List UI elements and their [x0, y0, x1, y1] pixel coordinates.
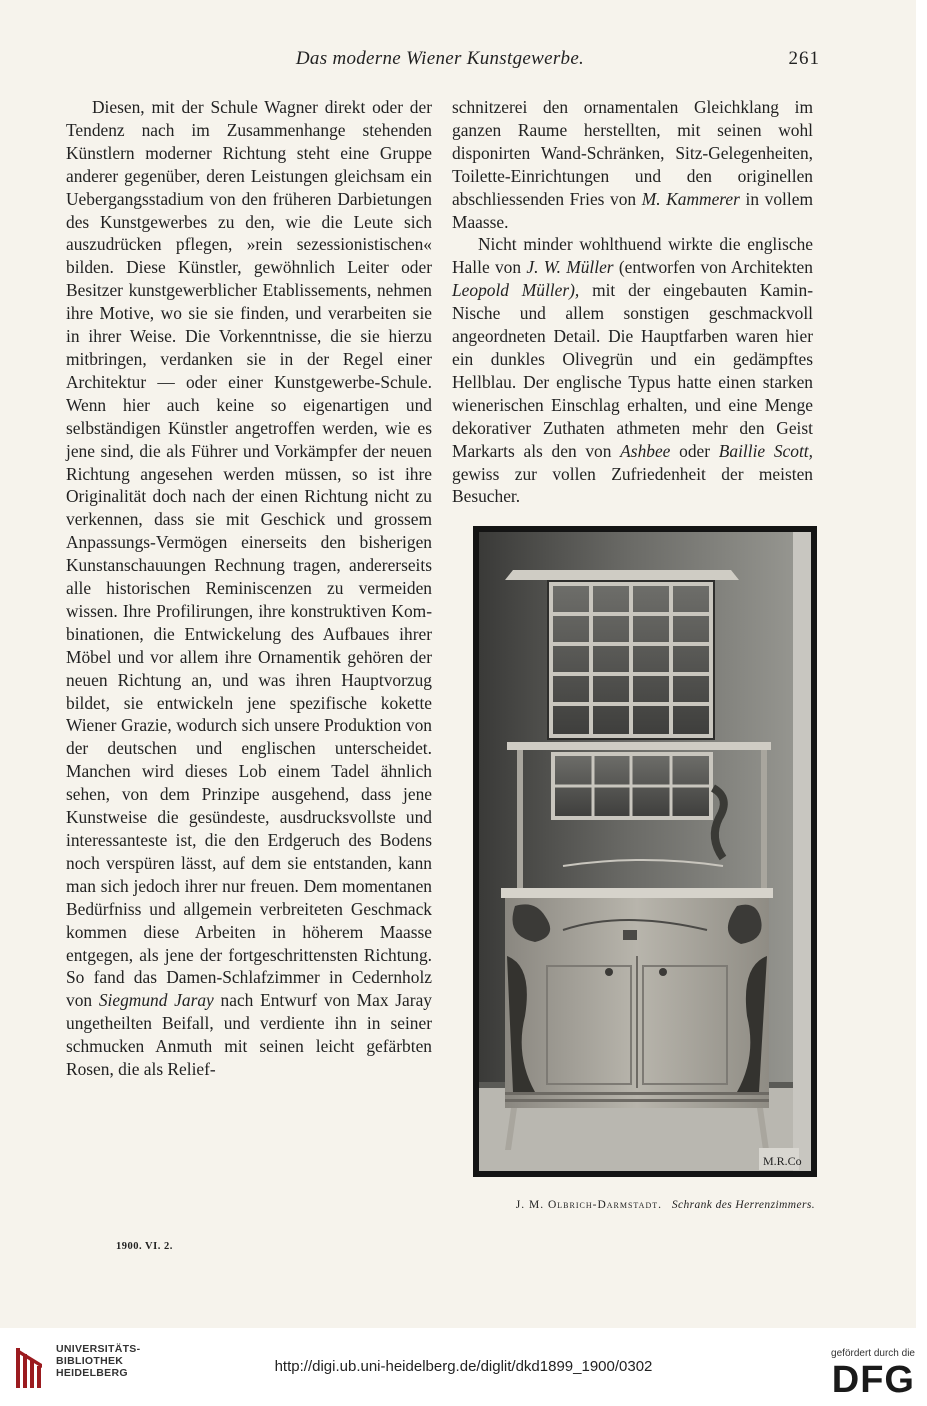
person-name: M. Kammerer — [641, 188, 740, 209]
page-number: 261 — [788, 48, 820, 69]
person-name: Ashbee — [620, 440, 671, 461]
right-column — [452, 96, 813, 508]
paragraph-text: mit der eingebauten Kamin-Nische und allem sonstigen geschmackvoll angeordneten Detail. Die Hauptfarben waren hier ein dunkles Olivegrün und ein gedämpftes Hellblau. Der englische Typus hatte einen starken wienerischen Einschlag erhalten, und eine Menge dekorativer Zuthaten athmeten mehr den Geist Markarts als den von — [452, 280, 813, 461]
running-title: Das moderne Wiener Kunstgewerbe. — [295, 48, 585, 69]
person-name: J. W. Müller — [526, 257, 614, 278]
library-name-line: UNIVERSITÄTS- — [56, 1343, 141, 1355]
library-name-line: HEIDELBERG — [56, 1367, 128, 1379]
paragraph-text: schnitzerei den ornamentalen Gleichklang im ganzen Raume herstellten, mit seinen wohl disponirten Wand-Schränken, Sitz-Gelegenheiten, Toilette-Einrichtungen und den originellen abschliessenden Fries von — [452, 97, 813, 209]
person-name: Siegmund Jaray — [98, 990, 214, 1011]
paragraph-text: gewiss zur vollen Zufriedenheit der meisten Besucher. — [452, 463, 813, 507]
paragraph-text: Diesen, mit der Schule Wagner direkt oder der Tendenz nach im Zusammenhange stehenden Künstlern moderner Richtung steht eine Gruppe anderer gegenüber, deren Leistungen gleichsam ein Uebergangsstadium von den früheren Darbietungen des Kunstgewerbes zu den, wie die Leute sich auszudrücken pflegen, »rein sezessionistischen« bilden. Diese Künstler, gewöhnlich Leiter oder Besitzer kunstgewerblicher Etablissements, nehmen ihre Motive, wo sie sie finden, und verarbeiten sie in ihrer Weise. Die Vorkenntnisse, die sie hierzu mitbringen, verdanken sie in der Regel einer Architektur — oder einer Kunstgewerbe-Schule. Wenn hier auch keine so eigenartigen und selbständigen Künstler angetroffen werden, wie es jene sind, die als Führer und Vorkämpfer der neuen Richtung angesehen werden müssen, so ist ihre Originalität doch nach der einen Richtung nicht zu verkennen, dass sie mit Geschick und grossem Anpassungs-Vermögen einerseits den bisherigen Kunstanschauungen Rechnung tragen, andererseits alle historischen Reminiscenzen zu vermeiden wissen. Ihre Profilirungen, ihre konstruktiven Kombinationen, die Entwickelung des Aufbaues ihrer Möbel und vor allem ihre Ornamentik gehören der neuen Richtung an, und was ihren Hauptvorzug bildet, sie entwickeln jene spezifische kokette Wiener Grazie, wodurch sich unsere Produktion von der deutschen und englischen unterscheidet. Manchen wird dieses Lob einem Tadel ähnlich sehen, von dem Prinzipe ausgehend, dass jene Kunstweise die gesündeste, ausdrucksvollste und interessanteste ist, die den Erdgeruch des Bodens noch verspüren lässt, auf dem sie entstanden, kann man sich jedoch ihrer nur freuen. Dem momentanen Bedürfniss und allgemein verbreiteten Geschmack kommen diese Arbeiten in höherem Maasse entgegen, als jene der fortgeschrittensten Richtung. So fand das Damen-Schlafzimmer in Cedernholz von — [66, 97, 432, 1011]
paragraph-text: (entworfen von Architekten — [618, 257, 813, 278]
printer-signature: 1900. VI. 2. — [116, 1241, 173, 1252]
digitization-footer — [0, 1328, 927, 1406]
page-margin — [916, 0, 927, 1328]
person-name: Leopold Müller), — [452, 280, 580, 301]
caption-author: J. M. Olbrich-Darmstadt. — [515, 1199, 662, 1211]
library-name-line: BIBLIOTHEK — [56, 1355, 124, 1367]
paragraph — [452, 233, 813, 508]
funded-by-label: gefördert durch die — [831, 1348, 915, 1359]
photo-monogram: M.R.Co — [763, 1154, 802, 1168]
figure-caption — [455, 1199, 815, 1211]
left-column — [66, 96, 432, 1081]
paragraph-text: Nicht minder wohlthuend wirkte die englische Halle von — [452, 234, 813, 278]
permalink[interactable]: http://digi.ub.uni-heidelberg.de/diglit/dkd1899_1900/0302 — [274, 1358, 653, 1375]
page-header — [60, 48, 820, 76]
paragraph-text: nach Entwurf von Max Jaray ungetheilten Beifall, und verdiente ihn in seiner schmucken Anmuth mit seinen leicht gefärbten Rosen, die als Relief- — [66, 990, 432, 1080]
dfg-logo: DFG — [831, 1359, 915, 1401]
person-name: Baillie Scott, — [718, 440, 813, 461]
caption-title: Schrank des Herrenzimmers. — [671, 1199, 815, 1211]
cabinet-photograph — [473, 526, 817, 1177]
paragraph-text: oder — [679, 440, 711, 461]
paragraph — [452, 96, 813, 233]
paragraph-text: in vollem Maasse. — [452, 188, 813, 232]
paragraph — [66, 96, 432, 1081]
